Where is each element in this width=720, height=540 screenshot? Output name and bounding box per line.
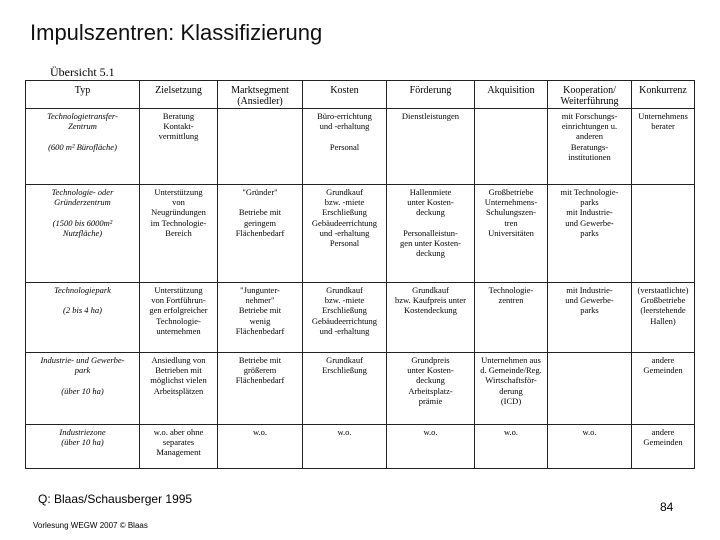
table-row — [26, 353, 695, 425]
table-cell: Technologietransfer- Zentrum (600 m² Bürofläche) — [26, 109, 140, 185]
table-cell: mit Technologie- parks mit Industrie- und Gewerbe- parks — [548, 185, 632, 283]
table-cell: w.o. aber ohne separates Management — [140, 425, 218, 469]
table-cell — [475, 109, 548, 185]
slide-title: Impulszentren: Klassifizierung — [30, 20, 323, 45]
classification-table-wrapper — [25, 80, 694, 468]
header-akquisition: Akquisition — [475, 81, 548, 109]
table-cell: Industriezone (über 10 ha) — [26, 425, 140, 469]
footer-text: Vorlesung WEGW 2007 © Blaas — [33, 521, 148, 530]
table-cell: Hallenmiete unter Kosten- deckung Personalleistun- gen unter Kosten- deckung — [387, 185, 475, 283]
page-number: 84 — [660, 500, 674, 514]
table-cell: Beratung Kontakt- vermittlung — [140, 109, 218, 185]
table-caption: Übersicht 5.1 — [50, 65, 115, 79]
table-cell: mit Industrie- und Gewerbe- parks — [548, 283, 632, 353]
table-cell — [548, 353, 632, 425]
table-cell: Betriebe mit größerem Flächenbedarf — [218, 353, 303, 425]
table-cell: "Gründer" Betriebe mit geringem Flächenbedarf — [218, 185, 303, 283]
header-zielsetzung: Zielsetzung — [140, 81, 218, 109]
table-cell: Technologiepark (2 bis 4 ha) — [26, 283, 140, 353]
table-cell: Unternehmen aus d. Gemeinde/Reg. Wirtschaftsför- derung (ICD) — [475, 353, 548, 425]
header-kosten: Kosten — [303, 81, 387, 109]
table-cell: Ansiedlung von Betrieben mit möglichst vielen Arbeitsplätzen — [140, 353, 218, 425]
table-cell: w.o. — [475, 425, 548, 469]
table-cell — [218, 109, 303, 185]
table-cell: w.o. — [387, 425, 475, 469]
table-cell: Dienstleistungen — [387, 109, 475, 185]
table-cell: Grundkauf Erschließung — [303, 353, 387, 425]
table-cell: w.o. — [548, 425, 632, 469]
header-typ: Typ — [26, 81, 140, 109]
table-cell: Grundkauf bzw. -miete Erschließung Gebäudeerrichtung und -erhaltung — [303, 283, 387, 353]
table-cell: w.o. — [218, 425, 303, 469]
table-header-row — [26, 81, 695, 109]
table-row — [26, 283, 695, 353]
table-cell: andere Gemeinden — [632, 425, 695, 469]
table-cell: Großbetriebe Unternehmens- Schulungszen- tren Universitäten — [475, 185, 548, 283]
table-cell: Unterstützung von Fortführun- gen erfolgreicher Technologie- unternehmen — [140, 283, 218, 353]
table-cell: Unterstützung von Neugründungen im Technologie- Bereich — [140, 185, 218, 283]
header-konkurrenz: Konkurrenz — [632, 81, 695, 109]
table-row — [26, 185, 695, 283]
table-cell: Grundpreis unter Kosten- deckung Arbeitsplatz- prämie — [387, 353, 475, 425]
table-cell: Industrie- und Gewerbe- park (über 10 ha) — [26, 353, 140, 425]
table-row — [26, 425, 695, 469]
header-marktsegment: Marktsegment (Ansiedler) — [218, 81, 303, 109]
table-cell: andere Gemeinden — [632, 353, 695, 425]
header-kooperation: Kooperation/ Weiterführung — [548, 81, 632, 109]
table-cell: mit Forschungs- einrichtungen u. anderen Beratungs- institutionen — [548, 109, 632, 185]
table-cell: Technologie- oder Gründerzentrum (1500 bis 6000m² Nutzfläche) — [26, 185, 140, 283]
table-cell: "Jungunter- nehmer" Betriebe mit wenig Flächenbedarf — [218, 283, 303, 353]
table-cell: Unternehmens berater — [632, 109, 695, 185]
table-cell — [632, 185, 695, 283]
table-cell: w.o. — [303, 425, 387, 469]
table-cell: (verstaatlichte) Großbetriebe (leerstehende Hallen) — [632, 283, 695, 353]
table-cell: Grundkauf bzw. -miete Erschließung Gebäudeerrichtung und -erhaltung Personal — [303, 185, 387, 283]
table-cell: Technologie- zentren — [475, 283, 548, 353]
table-cell: Grundkauf bzw. Kaufpreis unter Kostendeckung — [387, 283, 475, 353]
classification-table — [25, 80, 695, 469]
source-citation: Q: Blaas/Schausberger 1995 — [38, 492, 193, 506]
header-foerderung: Förderung — [387, 81, 475, 109]
table-row — [26, 109, 695, 185]
table-cell: Büro-errichtung und -erhaltung Personal — [303, 109, 387, 185]
